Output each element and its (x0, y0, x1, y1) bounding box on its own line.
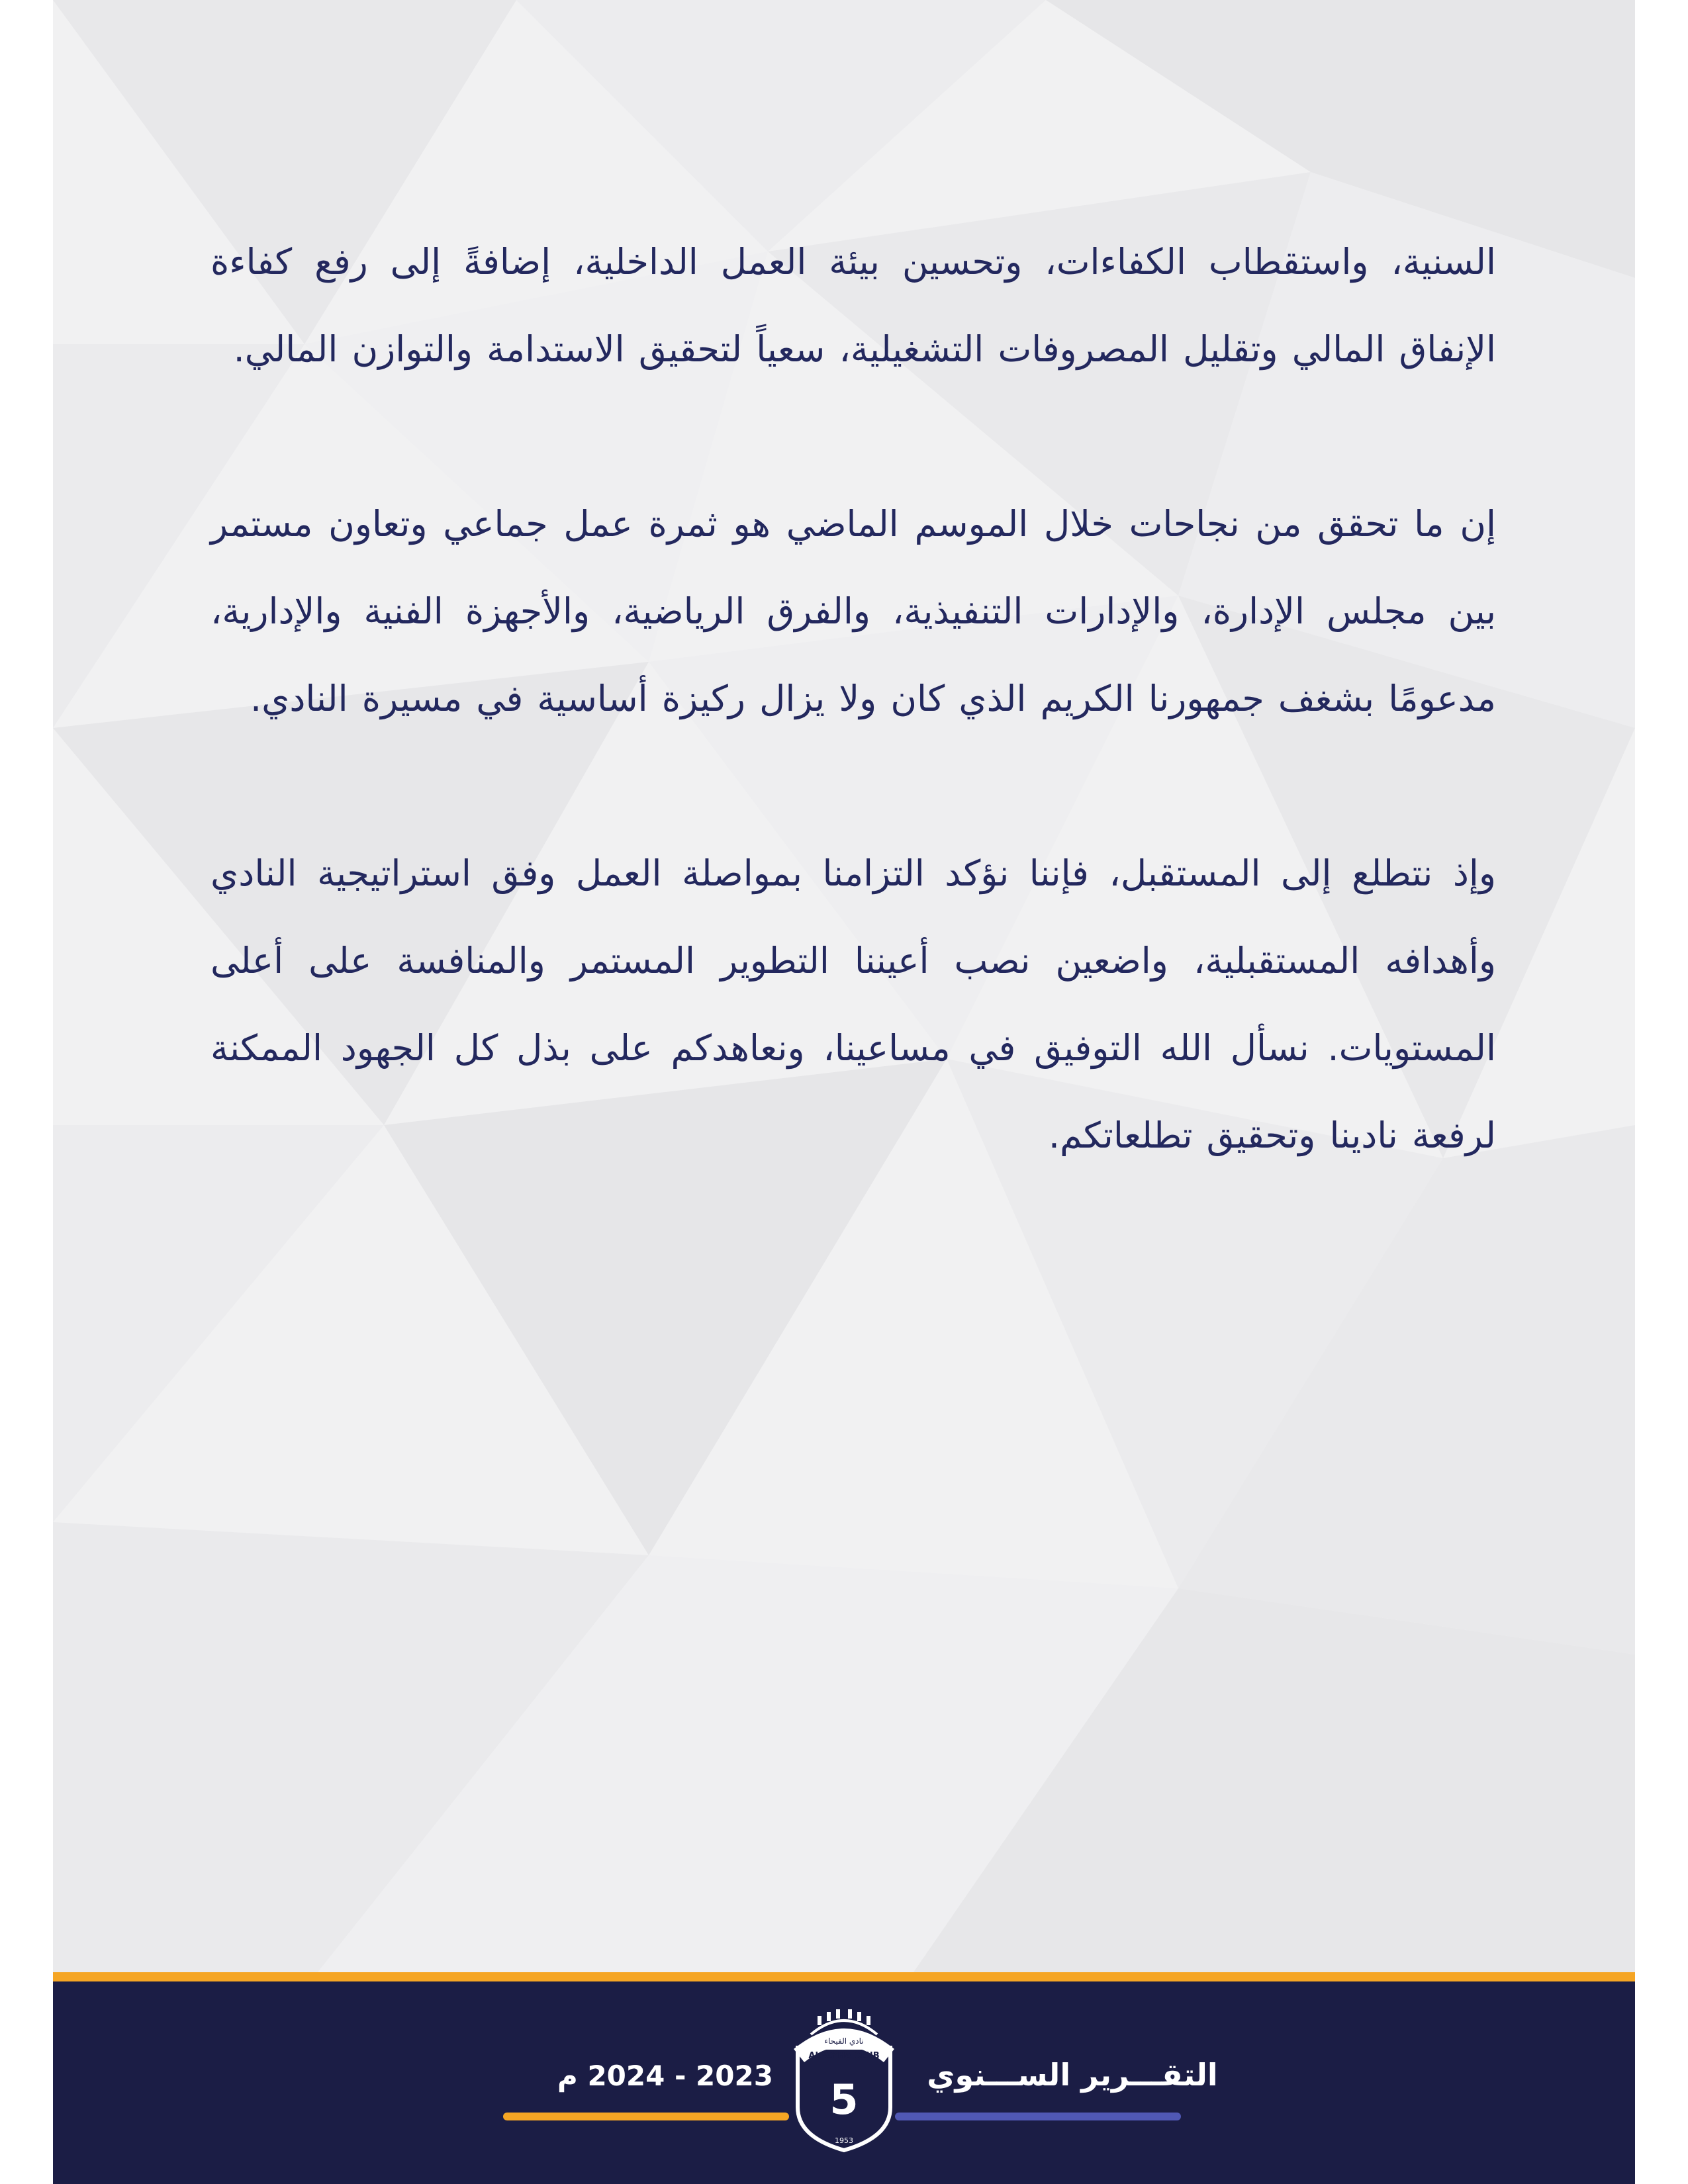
club-crest-logo (784, 2001, 904, 2154)
footer-bar-orange (503, 2113, 789, 2120)
report-year: 2023 - 2024 م (557, 2060, 773, 2092)
annual-report-title: التقـــرير الســـنوي (927, 2057, 1218, 2093)
paragraph-2: إن ما تحقق من نجاحات خلال الموسم الماضي هو ثمرة عمل جماعي وتعاون مستمر بين مجلس الإدارة، والإدارات التنفيذية، والفرق الرياضية، والأجهزة الفنية والإدارية، مدعومًا بشغف جمهورنا الكريم الذي كان ولا يزال ركيزة أساسية في مسيرة النادي. (211, 503, 1496, 719)
page (53, 0, 1635, 2184)
paragraph-1: السنية، واستقطاب الكفاءات، وتحسين بيئة العمل الداخلية، إضافةً إلى رفع كفاءة الإنفاق المالي وتقليل المصروفات التشغيلية، سعياً لتحقيق الاستدامة والتوازن المالي. (211, 241, 1496, 370)
page-number: 5 (829, 2075, 859, 2124)
body-text (211, 218, 1496, 1179)
footer-bar-blue (895, 2113, 1181, 2120)
footer (53, 1981, 1635, 2184)
footer-accent-stripe (53, 1972, 1635, 1981)
paragraph-3: وإذ نتطلع إلى المستقبل، فإننا نؤكد التزامنا بمواصلة العمل وفق استراتيجية النادي وأهدافه المستقبلية، واضعين نصب أعيننا التطوير المستمر والمنافسة على أعلى المستويات. نسأل الله التوفيق في مساعينا، ونعاهدكم على بذل كل الجهود الممكنة لرفعة نادينا وتحقيق تطلعاتكم. (211, 852, 1496, 1156)
svg-text:ALFAYHA CLUB: ALFAYHA CLUB (808, 2051, 880, 2061)
svg-text:1953: 1953 (835, 2136, 853, 2145)
svg-text:نادي الفيحاء: نادي الفيحاء (824, 2036, 864, 2046)
